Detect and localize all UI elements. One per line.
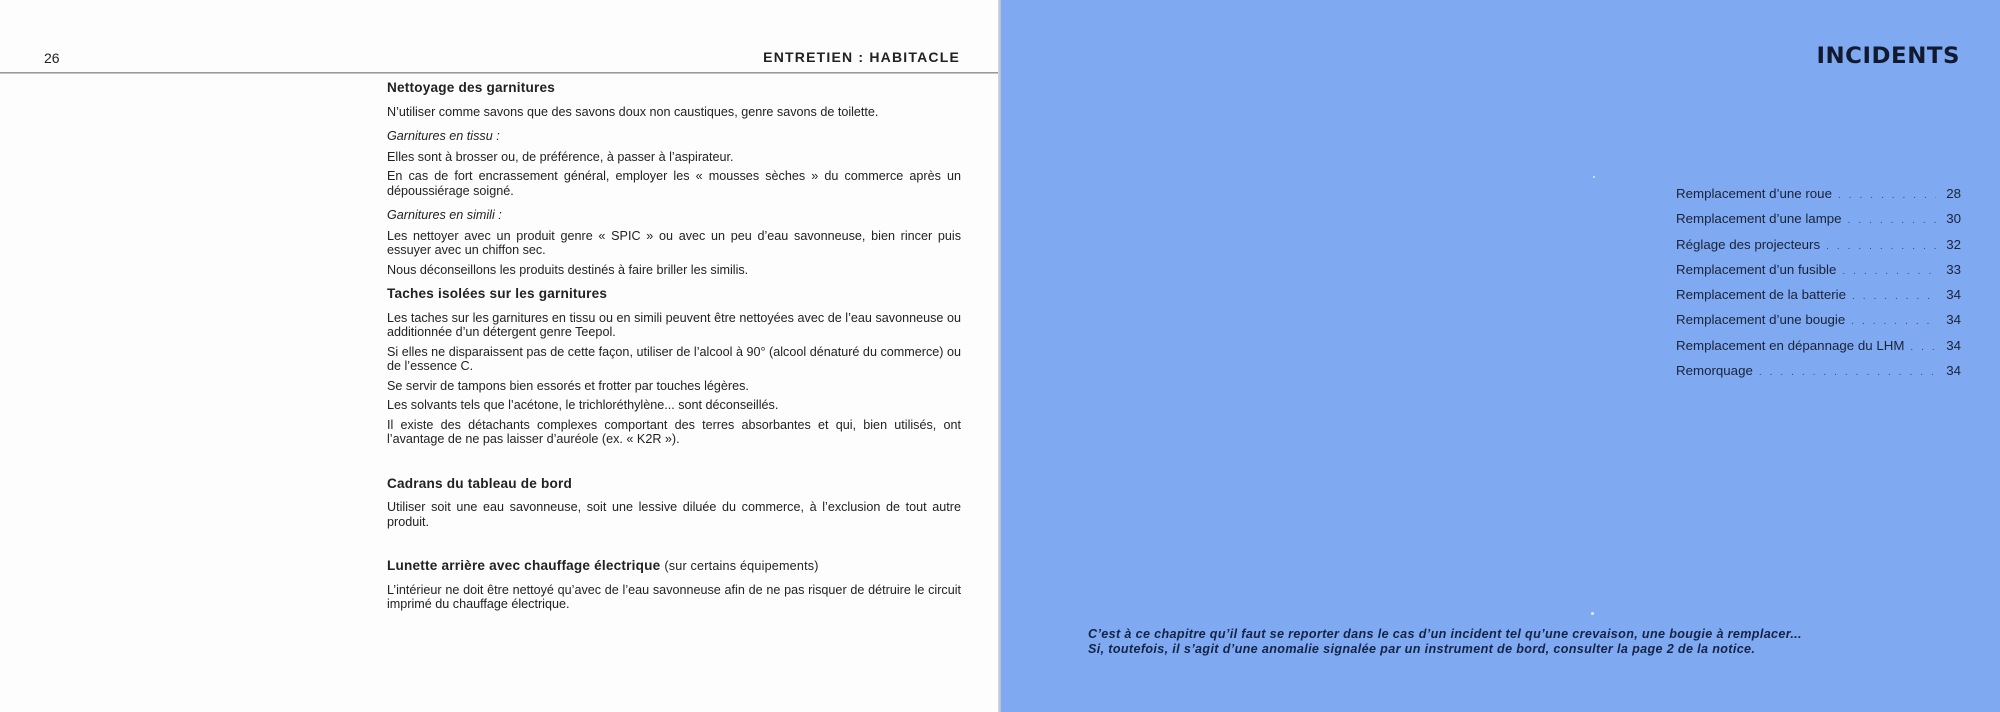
- toc-entry-page: 32: [1946, 236, 1961, 252]
- subheading: Garnitures en simili :: [387, 208, 502, 222]
- paragraph: Si elles ne disparaissent pas de cette façon, utiliser de l’alcool à 90° (alcool dénaturé du commerce) ou de l’essence C.: [387, 344, 961, 373]
- paragraph: Il existe des détachants complexes comportant des terres absorbantes et qui, bien utilisés, ont l’avantage de ne pas laisser d’auréole (ex. « K2R »).: [387, 417, 961, 446]
- toc-leader-dots: [1838, 190, 1936, 201]
- subheading: Garnitures en tissu :: [387, 129, 500, 143]
- toc-entry[interactable]: [1676, 211, 1961, 236]
- toc-entry-label: Remorquage: [1676, 363, 1753, 379]
- toc-entry-label: Remplacement d’une lampe: [1676, 211, 1842, 227]
- section-heading: Cadrans du tableau de bord: [387, 475, 572, 491]
- toc-entry-page: 30: [1946, 211, 1961, 227]
- toc-entry[interactable]: [1676, 186, 1961, 211]
- toc-entry-label: Remplacement de la batterie: [1676, 287, 1846, 303]
- toc-entry[interactable]: [1676, 262, 1961, 287]
- toc-entry[interactable]: [1676, 312, 1961, 337]
- paragraph: Les nettoyer avec un produit genre « SPIC » ou avec un peu d’eau savonneuse, bien rincer puis essuyer avec un chiffon sec.: [387, 228, 961, 257]
- toc-leader-dots: [1759, 367, 1936, 378]
- paragraph: L’intérieur ne doit être nettoyé qu’avec de l’eau savonneuse afin de ne pas risquer de détruire le circuit imprimé du chauffage électrique.: [387, 582, 961, 611]
- toc-leader-dots: [1851, 316, 1936, 327]
- toc-entry-label: Réglage des projecteurs: [1676, 236, 1821, 252]
- toc-leader-dots: [1852, 291, 1936, 302]
- toc-leader-dots: [1910, 342, 1936, 353]
- toc-entry-label: Remplacement d’une roue: [1676, 186, 1832, 201]
- toc-entry[interactable]: [1676, 237, 1961, 262]
- toc-entry[interactable]: [1676, 287, 1961, 312]
- print-speck: [1593, 176, 1595, 178]
- toc-entry-page: 34: [1946, 287, 1961, 303]
- toc-entry[interactable]: [1676, 338, 1961, 363]
- toc-entry-page: 34: [1946, 363, 1961, 379]
- toc-entry-page: 33: [1946, 261, 1961, 277]
- toc-leader-dots: [1826, 241, 1936, 252]
- section-heading-note: (sur certains équipements): [664, 559, 819, 573]
- page-number: 26: [44, 50, 60, 66]
- paragraph: Nous déconseillons les produits destinés à faire briller les similis.: [387, 262, 749, 277]
- toc-entry-label: Remplacement en dépannage du LHM: [1676, 337, 1905, 353]
- toc-entry-page: 34: [1946, 337, 1961, 353]
- table-of-contents: [1676, 186, 1961, 388]
- section-heading: [387, 559, 961, 574]
- toc-leader-dots: [1848, 215, 1936, 226]
- maintenance-content: [387, 78, 961, 612]
- footnote-line: Si, toutefois, il s’agit d’une anomalie signalée par un instrument de bord, consulter la page 2 de la notice.: [1088, 642, 1756, 656]
- toc-entry-page: 28: [1946, 186, 1961, 201]
- toc-entry-label: Remplacement d’une bougie: [1676, 312, 1846, 328]
- section-heading: Nettoyage des garnitures: [387, 80, 555, 95]
- paragraph: Se servir de tampons bien essorés et frotter par touches légères.: [387, 378, 749, 393]
- paragraph: N’utiliser comme savons que des savons doux non caustiques, genre savons de toilette.: [387, 104, 879, 119]
- chapter-footnote: [1088, 627, 1948, 657]
- toc-leader-dots: [1842, 266, 1936, 277]
- toc-entry-label: Remplacement d’un fusible: [1676, 261, 1837, 277]
- paragraph: Les solvants tels que l’acétone, le trichloréthylène... sont déconseillés.: [387, 398, 779, 412]
- paragraph: Elles sont à brosser ou, de préférence, à passer à l’aspirateur.: [387, 149, 734, 164]
- paragraph: Utiliser soit une eau savonneuse, soit une lessive diluée du commerce, à l’exclusion de tout autre produit.: [387, 500, 961, 529]
- section-heading-text: Lunette arrière avec chauffage électrique: [387, 558, 661, 573]
- footnote-line: C’est à ce chapitre qu’il faut se reporter dans le cas d’un incident tel qu’une crevaison, une bougie à remplacer...: [1088, 627, 1802, 641]
- toc-entry[interactable]: [1676, 363, 1961, 388]
- section-heading: Taches isolées sur les garnitures: [387, 286, 608, 301]
- paragraph: En cas de fort encrassement général, employer les « mousses sèches » du commerce après un dépoussiérage soigné.: [387, 169, 961, 198]
- print-speck: [1591, 612, 1594, 615]
- toc-entry-page: 34: [1946, 312, 1961, 328]
- chapter-title: INCIDENTS: [1816, 44, 1960, 69]
- paragraph: Les taches sur les garnitures en tissu ou en simili peuvent être nettoyées avec de l’eau savonneuse ou additionnée d’un détergent genre Teepol.: [387, 310, 961, 339]
- section-header: ENTRETIEN : HABITACLE: [763, 49, 960, 65]
- header-rule: [0, 72, 1000, 74]
